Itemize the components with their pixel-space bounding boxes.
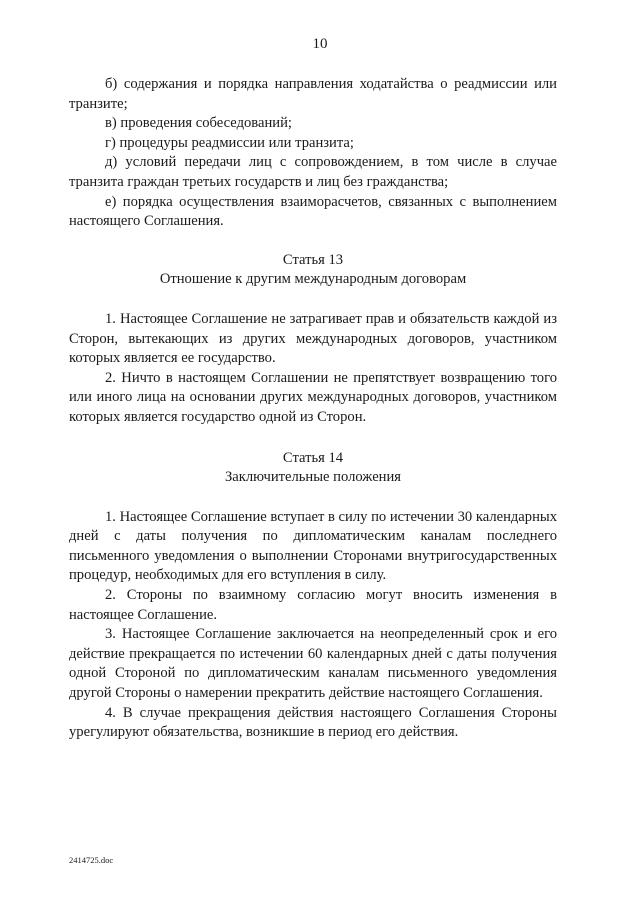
article-13-paragraph-1: 1. Настоящее Соглашение не затрагивает прав и обязательств каждой из Сторон, вытекающих из других международных договоров, участником которых является ее государство. (69, 310, 557, 367)
list-item-b: б) содержания и порядка направления ходатайства о реадмиссии или транзите; (69, 76, 557, 112)
page-number: 10 (312, 36, 328, 52)
article-13-heading: Статья 13 (282, 251, 344, 268)
article-13-paragraph-2: 2. Ничто в настоящем Соглашении не препятствует возвращению того или иного лица на основании других международных договоров, участником которых является государство одной из Сторон. (69, 369, 557, 425)
list-item-v: в) проведения собеседований; (105, 115, 292, 132)
article-14-title: Заключительные положения (224, 469, 402, 486)
article-14-paragraph-4: 4. В случае прекращения действия настоящего Соглашения Стороны урегулируют обязательства, возникшие в период его действия. (69, 704, 557, 741)
list-item-g: г) процедуры реадмиссии или транзита; (105, 134, 354, 151)
article-13-header (69, 251, 557, 290)
list-item-d: д) условий передачи лиц с сопровождением, в том числе в случае транзита граждан третьих государств и лиц без гражданства; (69, 154, 557, 190)
article-13-title: Отношение к другим международным договорам (159, 271, 467, 288)
article-14-paragraph-1: 1. Настоящее Соглашение вступает в силу по истечении 30 календарных дней с даты получения по дипломатическим каналам последнего письменного уведомления о выполнении Сторонами внутригосударственных процедур, необходимых для его вступления в силу. (69, 508, 557, 584)
list-item-e: е) порядка осуществления взаиморасчетов, связанных с выполнением настоящего Соглашения. (69, 193, 557, 230)
file-name-footer: 2414725.doc (69, 855, 114, 865)
article-14-paragraph-3: 3. Настоящее Соглашение заключается на неопределенный срок и его действие прекращается по истечении 60 календарных дней с даты получения одной Стороной по дипломатическим каналам письменного уведомления другой Стороны о намерении прекратить действие настоящего Соглашения. (69, 626, 557, 702)
article-14-header (69, 449, 557, 488)
article-14-heading: Статья 14 (282, 449, 344, 466)
article-14-paragraph-2: 2. Стороны по взаимному согласию могут вносить изменения в настоящее Соглашение. (69, 587, 557, 623)
document-body (69, 75, 557, 743)
